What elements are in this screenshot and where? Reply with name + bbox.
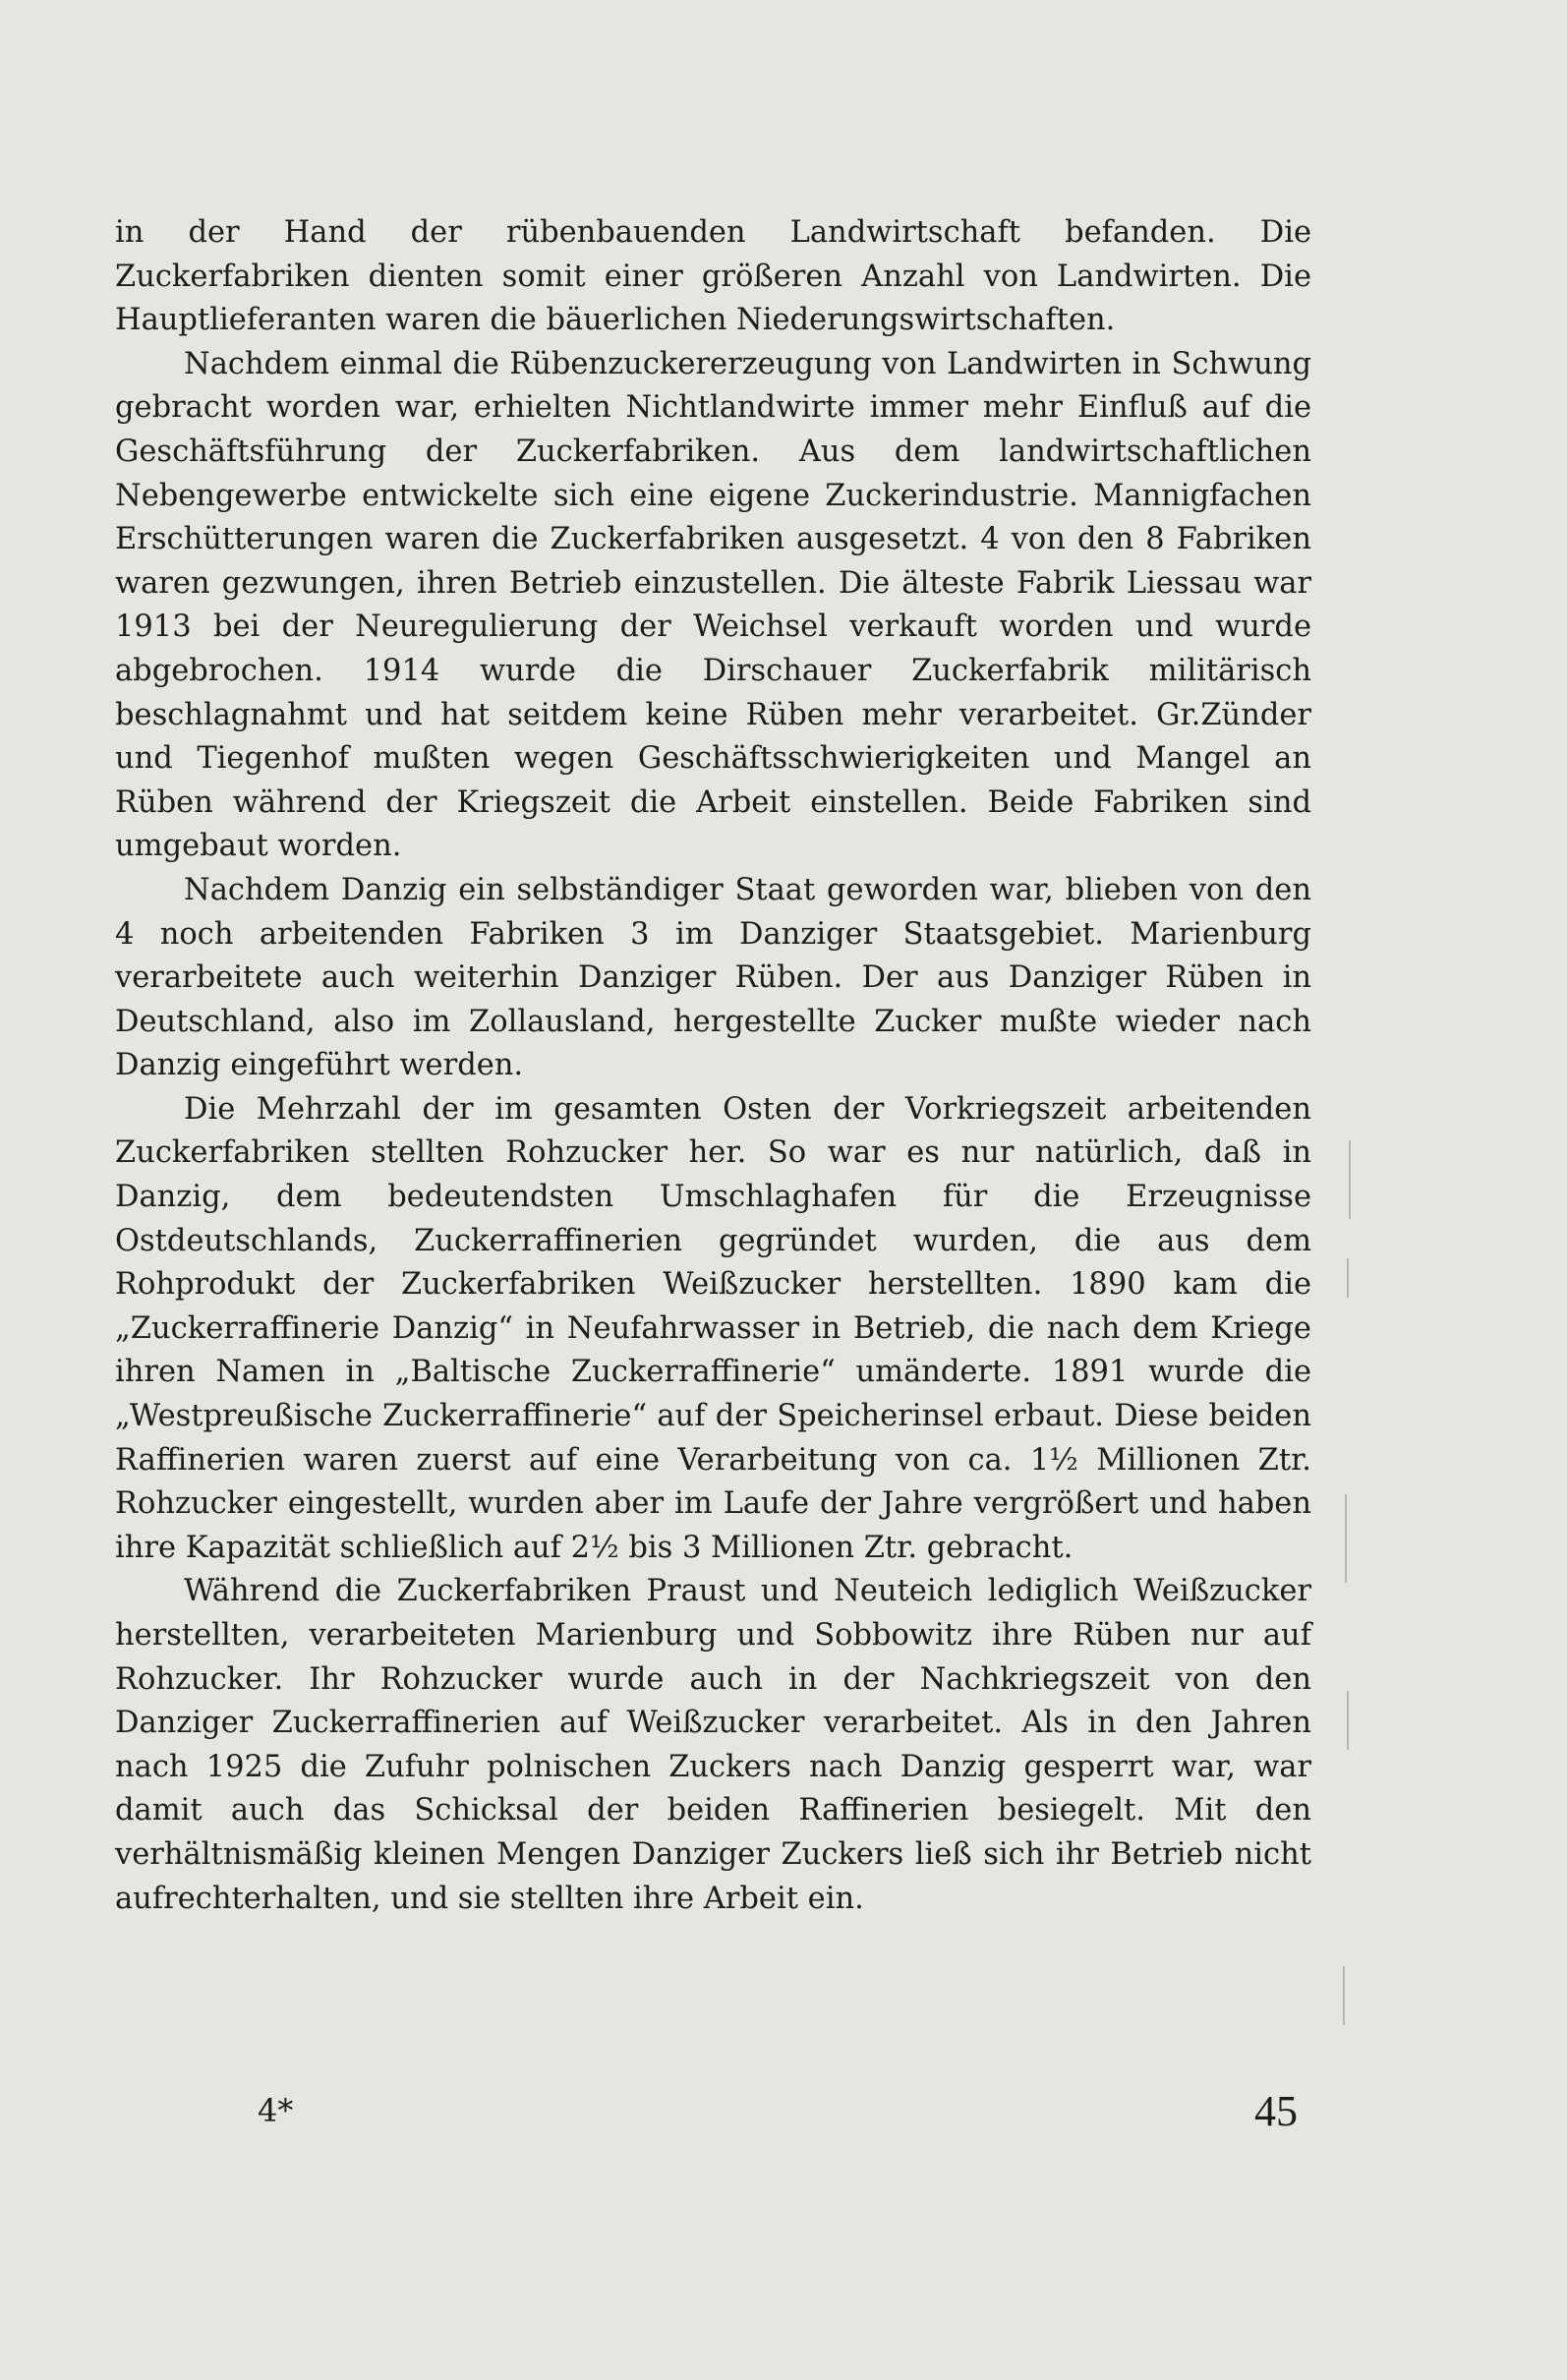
margin-pencil-mark-3 (1345, 1494, 1347, 1583)
page-number: 45 (1254, 2087, 1298, 2135)
paragraph-4: Die Mehrzahl der im gesamten Osten der Vorkriegszeit arbeitenden Zuckerfabriken stellten Rohzucker her. So war es nur natürlich, daß in Danzig, dem bedeutendsten Umschlaghafen für die Erzeugnisse Ostdeutschlands, Zuckerraffinerien gegründet wurden, die aus dem Rohprodukt der Zuckerfabriken Weißzucker herstellten. 1890 kam die „Zuckerraffinerie Danzig“ in Neufahrwasser in Betrieb, die nach dem Kriege ihren Namen in „Baltische Zuckerraffinerie“ umänderte. 1891 wurde die „Westpreußische Zuckerraffinerie“ auf der Speicherinsel erbaut. Diese beiden Raffinerien waren zuerst auf eine Verarbeitung von ca. 1½ Millionen Ztr. Rohzucker eingestellt, wurden aber im Laufe der Jahre vergrößert und haben ihre Kapazität schließlich auf 2½ bis 3 Millionen Ztr. gebracht. (115, 1091, 1311, 1565)
margin-pencil-mark-1 (1349, 1140, 1351, 1219)
body-text (115, 211, 1311, 1921)
paragraph-1: in der Hand der rübenbauenden Landwirtschaft befanden. Die Zuckerfabriken dienten somit einer größeren Anzahl von Landwirten. Die Hauptlieferanten waren die bäuerlichen Niederungswirtschaften. (115, 215, 1311, 338)
paragraph-5: Während die Zuckerfabriken Praust und Neuteich lediglich Weißzucker herstellten, verarbeiteten Marienburg und Sobbowitz ihre Rüben nur auf Rohzucker. Ihr Rohzucker wurde auch in der Nachkriegszeit von den Danziger Zuckerraffinerien auf Weißzucker verarbeitet. Als in den Jahren nach 1925 die Zufuhr polnischen Zuckers nach Danzig gesperrt war, war damit auch das Schicksal der beiden Raffinerien besiegelt. Mit den verhältnismäßig kleinen Mengen Danziger Zuckers ließ sich ihr Betrieb nicht aufrechterhalten, und sie stellten ihre Arbeit ein. (115, 1574, 1311, 1916)
margin-pencil-mark-5 (1343, 1966, 1345, 2025)
margin-pencil-mark-4 (1347, 1691, 1349, 1750)
paragraph-2: Nachdem einmal die Rübenzuckererzeugung von Landwirten in Schwung gebracht worden war, erhielten Nichtlandwirte immer mehr Einfluß auf die Geschäftsführung der Zuckerfabriken. Aus dem landwirtschaftlichen Nebengewerbe entwickelte sich eine eigene Zuckerindustrie. Mannigfachen Erschütterungen waren die Zuckerfabriken ausgesetzt. 4 von den 8 Fabriken waren gezwungen, ihren Betrieb einzustellen. Die älteste Fabrik Liessau war 1913 bei der Neuregulierung der Weichsel verkauft worden und wurde abgebrochen. 1914 wurde die Dirschauer Zuckerfabrik militärisch beschlagnahmt und hat seitdem keine Rüben mehr verarbeitet. Gr.Zünder und Tiegenhof mußten wegen Geschäftsschwierigkeiten und Mangel an Rüben während der Kriegszeit die Arbeit einstellen. Beide Fabriken sind umgebaut worden. (115, 346, 1311, 864)
margin-pencil-mark-2 (1347, 1258, 1349, 1298)
paragraph-3: Nachdem Danzig ein selbständiger Staat geworden war, blieben von den 4 noch arbeitenden Fabriken 3 im Danziger Staatsgebiet. Marienburg verarbeitete auch weiterhin Danziger Rüben. Der aus Danziger Rüben in Deutschland, also im Zollausland, hergestellte Zucker mußte wieder nach Danzig eingeführt werden. (115, 872, 1311, 1083)
signature-mark: 4* (258, 2092, 294, 2129)
